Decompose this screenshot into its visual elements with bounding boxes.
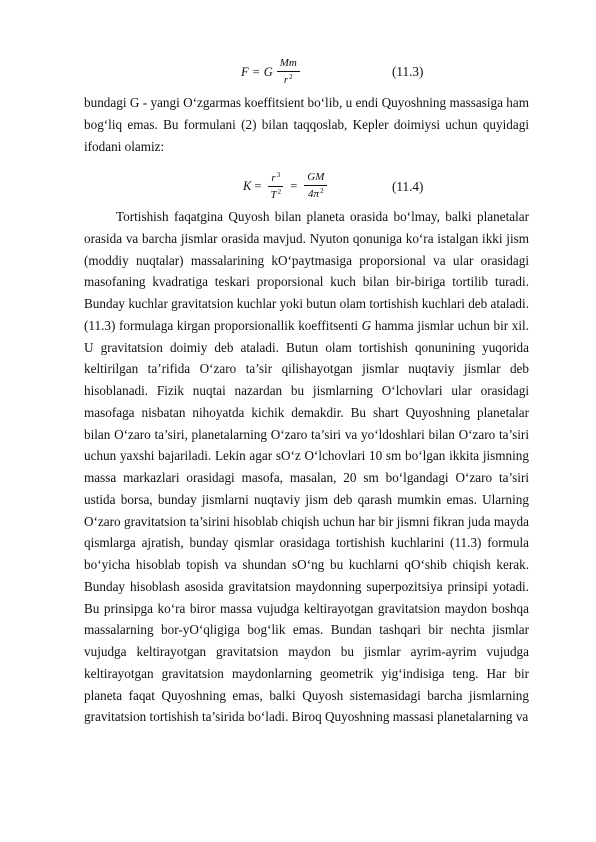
eq-denominator-exponent: 2 — [289, 73, 293, 81]
eq-coefficient: G — [263, 64, 273, 79]
eq2-numerator-1 — [268, 172, 283, 187]
eq2-denominator-2-exponent: 2 — [320, 187, 324, 195]
eq2-equals-2: = — [290, 178, 298, 193]
eq2-denominator-1-base: T — [270, 188, 277, 201]
eq2-denominator-2-base: 4π — [308, 188, 320, 200]
paragraph-2 — [84, 206, 529, 728]
eq-numerator: Mm — [277, 58, 300, 72]
paragraph-1: bundagi G - yangi O‘zgarmas koeffitsient bo‘lib, u endi Quyoshning massasiga ham bog‘liq emas. Bu formulani (2) bilan taqqoslab, Kepler doimiysi uchun quyidagi ifodani olamiz: — [84, 95, 529, 154]
paragraph-2-part-1: Tortishish faqatgina Quyosh bilan planeta orasida bo‘lmay, balki planetalar orasida va barcha jismlar orasida mavjud. Nyuton qonuniga ko‘ra istalgan ikki jism (moddiy nuqtalar) massalarining kO‘paytmasiga proporsional va ular orasidagi masofaning kvadratiga teskari proporsional kuch bilan bir-biriga tortilib turadi. Bunday kuchlar gravitatsion kuchlar yoki butun olam tortishish kuchlari deb ataladi. (11.3) formulaga kirgan proporsionallik koeffitsenti — [84, 209, 529, 333]
eq2-numerator-1-base: r — [271, 171, 276, 184]
eq2-equals-1: = — [254, 178, 262, 193]
eq-lhs: F — [241, 64, 249, 79]
equation-number-11-4: (11.4) — [392, 179, 424, 194]
eq2-fraction-1 — [268, 172, 283, 201]
paragraph-2-italic-symbol: G — [361, 317, 372, 333]
eq-fraction — [277, 58, 300, 86]
equation-11-4 — [243, 166, 331, 206]
eq-equals: = — [252, 64, 260, 79]
eq2-denominator-1 — [270, 187, 281, 201]
equation-11-3 — [241, 52, 304, 92]
eq2-fraction-2 — [304, 172, 327, 200]
eq-denominator-base: r — [283, 74, 289, 86]
eq-denominator — [284, 72, 293, 86]
eq2-denominator-2 — [308, 186, 324, 200]
equation-number-11-3: (11.3) — [392, 64, 424, 79]
eq2-numerator-1-exponent: 3 — [276, 170, 281, 179]
eq2-denominator-1-exponent: 2 — [277, 187, 282, 196]
paragraph-2-part-2: hamma jismlar uchun bir xil. U gravitatsion doimiy deb ataladi. Butun olam tortishish qonunining yuqorida keltirilgan ta’rifida O‘zaro ta’sir qilishayotgan jismlar nuqtaviy jismlar deb hisoblanadi. Fizik nuqtai nazardan bu jismlarning O‘lchovlari ular orasidagi masofaga nisbatan nihoyatda kichik demakdir. Bu shart Quyoshning planetalar bilan O‘zaro ta’siri, planetalarning O‘zaro ta’siri va yo‘ldoshlari bilan O‘zaro ta’siri uchun yaxshi bajariladi. Lekin agar sO‘z O‘lchovlari 10 sm bo‘lgan ikkita jismning massa markazlari orasidagi masofa, masalan, 20 sm bo‘lgandagi O‘zaro ta’siri ustida borsa, bunday jismlarni nuqtaviy jism deb qarash mumkin emas. Ularning O‘zaro gravitatsion ta’sirini hisoblab chiqish uchun har bir jismni fikran juda mayda qismlarga ajratish, bunday qismlar orasidaga tortishish kuchlarini (11.3) formula bo‘yicha hisoblab topish va shundan sO‘ng bu kuchlarni qO‘shib chiqish kerak. Bunday hisoblash asosida gravitatsion maydonning superpozitsiya prinsipi yotadi. Bu prinsipga ko‘ra biror massa vujudga keltirayotgan gravitatsion maydon boshqa massalarning bor-yO‘qligiga bog‘lik emas. Bundan tashqari bir nechta jismlar vujudga keltirayotgan gravitatsion maydon bu jismlar ayrim-ayrim vujudga keltirayotgan gravitatsion maydonlarning geometrik yig‘indisiga teng. Har bir planeta faqat Quyoshning emas, balki Quyosh sistemasidagi barcha jismlarning gravitatsion tortishish ta’sirida bo‘ladi. Biroq Quyoshning massasi planetalarning va — [84, 317, 529, 725]
eq2-lhs: K — [243, 178, 252, 193]
eq2-numerator-2: GM — [304, 172, 327, 186]
